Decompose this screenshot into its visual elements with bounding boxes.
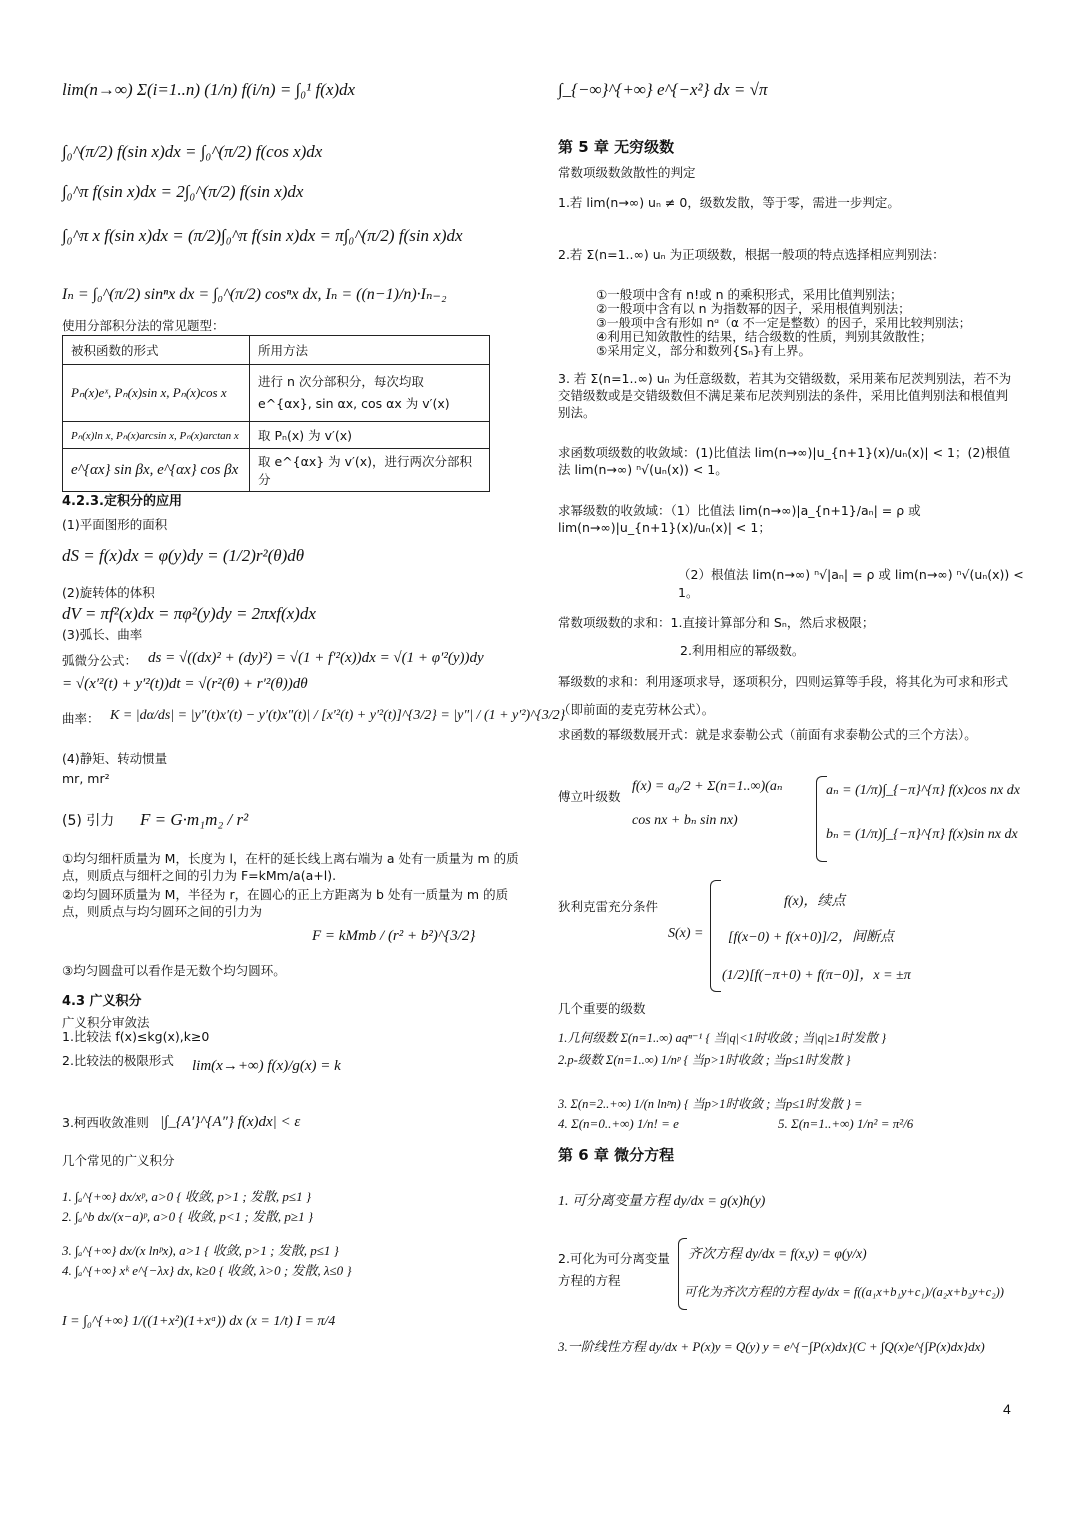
fourier-a-coefficient: aₙ = (1/π)∫_{−π}^{π} f(x)cos nx dx <box>826 783 1020 798</box>
separable-equation: 1. 可分离变量方程 dy/dx = g(x)h(y) <box>558 1194 766 1209</box>
exponential-series: 4. Σ(n=0..+∞) 1/n! = e <box>558 1116 679 1131</box>
table-cell: Pₙ(x)ln x, Pₙ(x)arcsin x, Pₙ(x)arctan x <box>63 422 250 449</box>
taylor-expansion: 求函数的幂级数展开式：就是求泰勒公式（前面有求泰勒公式的三个方法）。 <box>558 727 977 742</box>
volume-label: (2)旋转体的体积 <box>62 585 155 600</box>
fourier-b-coefficient: bₙ = (1/π)∫_{−π}^{π} f(x)sin nx dx <box>826 827 1018 842</box>
convergence-3-label: 3.柯西收敛准则 <box>62 1115 149 1130</box>
table-row <box>63 365 490 422</box>
common-integrals-title: 几个常见的广义积分 <box>62 1153 175 1168</box>
arc-formula-2: = √(x′²(t) + y′²(t))dt = √(r²(θ) + r′²(θ))dθ <box>62 676 308 692</box>
table-header-row <box>63 336 490 365</box>
area-label: (1)平面图形的面积 <box>62 517 168 532</box>
fourier-label: 傅立叶级数 <box>558 789 621 804</box>
ring-gravity-text: ②均匀圆环质量为 M，半径为 r，在圆心的正上方距离为 b 处有一质量为 m 的质点，则质点与均匀圆环之间的引力为 <box>62 887 509 919</box>
geometric-series: 1.几何级数 Σ(n=1..∞) aqⁿ⁻¹ { 当|q|<1时收敛 ; 当|q|≥1时发散 } <box>558 1031 887 1045</box>
riemann-sum-formula: lim(n→∞) Σ(i=1..n) (1/n) f(i/n) = ∫₀¹ f(x)dx <box>62 80 356 99</box>
basel-series: 5. Σ(n=1..+∞) 1/n² = π²/6 <box>778 1116 914 1131</box>
gravity-formula: F = G·m₁m₂ / r² <box>140 810 249 829</box>
table-header-cell: 所用方法 <box>250 336 490 365</box>
const-series-sum-2: 2.利用相应的幂级数。 <box>680 643 805 658</box>
common-integral-3: 3. ∫ₐ^{+∞} dx/(x lnᵖx), a>1 { 收敛, p>1 ; 发散, p≤1 } <box>62 1243 339 1258</box>
page-number: 4 <box>1003 1401 1011 1417</box>
chapter-5-heading: 第 5 章 无穷级数 <box>558 138 675 156</box>
power-series-sum: 幂级数的求和：利用逐项求导，逐项积分，四则运算等手段，将其化为可求和形式（即前面的麦克劳林公式）。 <box>558 674 1009 717</box>
curvature-prefix: 曲率： <box>62 711 100 726</box>
x-sin-integral-formula: ∫₀^π x f(sin x)dx = (π/2)∫₀^π f(sin x)dx = π∫₀^(π/2) f(sin x)dx <box>62 226 463 245</box>
common-integral-1: 1. ∫ₐ^{+∞} dx/xᵖ, a>0 { 收敛, p>1 ; 发散, p≤1 } <box>62 1189 312 1204</box>
important-series-title: 几个重要的级数 <box>558 1001 646 1016</box>
moment-values: mr, mr² <box>62 771 110 786</box>
table-row <box>63 422 490 449</box>
dirichlet-case-discontinuous: [f(x−0) + f(x+0)]/2，间断点 <box>728 930 894 945</box>
first-order-linear-equation: 3.一阶线性方程 dy/dx + P(x)y = Q(y) y = e^{−∫P(x)dx}(C + ∫Q(x)e^{∫P(x)dx}dx) <box>558 1339 985 1354</box>
dirichlet-s: S(x) = <box>668 926 704 941</box>
list-item: ②一般项中含有以 n 为指数幂的因子，采用根值判别法； <box>596 301 911 316</box>
wallis-formula: Iₙ = ∫₀^(π/2) sinⁿx dx = ∫₀^(π/2) cosⁿx dx, Iₙ = ((n−1)/n)·Iₙ₋₂ <box>62 286 447 303</box>
sin-integral-double-formula: ∫₀^π f(sin x)dx = 2∫₀^(π/2) f(sin x)dx <box>62 182 304 201</box>
power-series-domain-1: 求幂级数的收敛域：（1）比值法 lim(n→∞)|a_{n+1}/aₙ| = ρ 或 lim(n→∞)|u_{n+1}(x)/uₙ(x)| < 1； <box>558 503 921 535</box>
dirichlet-brace <box>710 880 721 992</box>
const-series-title: 常数项级数敛散性的判定 <box>558 165 696 180</box>
integration-by-parts-table <box>62 335 490 492</box>
gravity-label: (5) 引力 <box>62 813 115 829</box>
log-p-series: 3. Σ(n=2..+∞) 1/(n lnᵖn) { 当p>1时收敛 ; 当p≤1时发散 } = <box>558 1097 863 1111</box>
sin-cos-integral-formula: ∫₀^(π/2) f(sin x)dx = ∫₀^(π/2) f(cos x)dx <box>62 142 323 161</box>
convergence-2-label: 2.比较法的极限形式 <box>62 1053 174 1068</box>
table-cell: e^{αx} sin βx, e^{αx} cos βx <box>63 449 250 492</box>
arc-formula-1: ds = √((dx)² + (dy)²) = √(1 + f′²(x))dx = √(1 + φ′²(y))dy <box>148 650 484 666</box>
table-caption: 使用分部积分法的常见题型： <box>62 318 225 333</box>
power-series-domain-2: （2）根值法 lim(n→∞) ⁿ√|aₙ| = ρ 或 lim(n→∞) ⁿ√(uₙ(x)) < 1。 <box>678 567 1024 600</box>
curvature-formula: K = |dα/ds| = |y″(t)x′(t) − y′(t)x″(t)| / [x′²(t) + y′²(t)]^{3/2} = |y″| / (1 + y′²)^{3/2} <box>110 708 566 723</box>
table-cell: 取 Pₙ(x) 为 v′(x) <box>250 422 490 449</box>
disk-gravity-text: ③均匀圆盘可以看作是无数个均匀圆环。 <box>62 963 286 978</box>
list-item: ⑤采用定义，部分和数列{Sₙ}有上界。 <box>596 343 812 358</box>
section-heading-improper: 4.3 广义积分 <box>62 994 142 1009</box>
p-series: 2.p-级数 Σ(n=1..∞) 1/nᵖ { 当p>1时收敛 ; 当p≤1时发散 } <box>558 1053 851 1067</box>
reducible-equation-label: 2.可化为可分离变量方程的方程 <box>558 1251 670 1288</box>
moment-label: (4)静矩、转动惯量 <box>62 751 168 766</box>
fourier-series-formula: f(x) = a₀/2 + Σ(n=1..∞)(aₙ cos nx + bₙ sin nx) <box>632 779 783 828</box>
convergence-1: 1.比较法 f(x)≤kg(x),k≥0 <box>62 1029 210 1044</box>
area-formula: dS = f(x)dx = φ(y)dy = (1/2)r²(θ)dθ <box>62 546 305 565</box>
function-series-domain: 求函数项级数的收敛域：(1)比值法 lim(n→∞)|u_{n+1}(x)/uₙ(x)| < 1；(2)根值法 lim(n→∞) ⁿ√(uₙ(x)) < 1。 <box>558 445 1011 477</box>
arc-label: (3)弧长、曲率 <box>62 627 143 642</box>
series-rule-3: 3. 若 Σ(n=1..∞) uₙ 为任意级数，若其为交错级数，采用莱布尼茨判别法，若不为交错级数或是交错级数但不满足莱布尼茨判别法的条件，采用比值判别法和根值判别法。 <box>558 371 1012 420</box>
table-cell: 进行 n 次分部积分，每次均取 e^{αx}, sin αx, cos αx 为 v′(x) <box>250 365 490 422</box>
homogeneous-equation: 齐次方程 dy/dx = f(x,y) = φ(y/x) <box>688 1246 867 1261</box>
table-row <box>63 449 490 492</box>
dirichlet-label: 狄利克雷充分条件 <box>558 899 659 914</box>
list-item: ④利用已知敛散性的结果，结合级数的性质，判别其敛散性； <box>596 329 933 344</box>
special-integral-formula: I = ∫₀^{+∞} 1/((1+x²)(1+xᵅ)) dx (x = 1/t) I = π/4 <box>62 1314 336 1329</box>
rod-gravity-text: ①均匀细杆质量为 M，长度为 l，在杆的延长线上离右端为 a 处有一质量为 m 的质点，则质点与细杆之间的引力为 F=kMm/a(a+l). <box>62 851 519 883</box>
dirichlet-case-continuous: f(x)，续点 <box>784 894 846 909</box>
convergence-title: 广义积分审敛法 <box>62 1015 150 1030</box>
section-heading-applications: 4.2.3.定积分的应用 <box>62 494 182 509</box>
convergence-2-formula: lim(x→+∞) f(x)/g(x) = k <box>192 1058 341 1074</box>
arc-prefix: 弧微分公式： <box>62 653 138 668</box>
convergence-3-formula: |∫_{A′}^{A″} f(x)dx| < ε <box>160 1114 301 1130</box>
table-cell: 取 e^{αx} 为 v′(x)，进行两次分部积分 <box>250 449 490 492</box>
common-integral-4: 4. ∫ₐ^{+∞} xᵏ e^{−λx} dx, k≥0 { 收敛, λ>0 ; 发散, λ≤0 } <box>62 1263 352 1278</box>
series-rule-2: 2.若 Σ(n=1..∞) uₙ 为正项级数，根据一般项的特点选择相应判别法： <box>558 247 945 262</box>
const-series-sum-1: 常数项级数的求和：1.直接计算部分和 Sₙ，然后求极限； <box>558 615 875 630</box>
positive-series-tests <box>596 288 971 358</box>
series-rule-1: 1.若 lim(n→∞) uₙ ≠ 0，级数发散，等于零，需进一步判定。 <box>558 195 900 210</box>
gaussian-integral: ∫_{−∞}^{+∞} e^{−x²} dx = √π <box>558 80 768 99</box>
volume-formula: dV = πf²(x)dx = πφ²(y)dy = 2πxf(x)dx <box>62 604 316 623</box>
table-cell: Pₙ(x)eˣ, Pₙ(x)sin x, Pₙ(x)cos x <box>63 365 250 422</box>
reducible-homogeneous-equation: 可化为齐次方程的方程 dy/dx = f((a₁x+b₁y+c₁)/(a₂x+b₂y+c₂)) <box>684 1285 1004 1299</box>
table-header-cell: 被积函数的形式 <box>63 336 250 365</box>
list-item: ③一般项中含有形如 nᵅ（α 不一定是整数）的因子，采用比较判别法； <box>596 316 971 330</box>
common-integral-2: 2. ∫ₐ^b dx/(x−a)ᵖ, a>0 { 收敛, p<1 ; 发散, p≥1 } <box>62 1209 314 1224</box>
chapter-6-heading: 第 6 章 微分方程 <box>558 1146 675 1164</box>
dirichlet-case-endpoint: (1/2)[f(−π+0) + f(π−0)]，x = ±π <box>722 968 911 983</box>
list-item: ①一般项中含有 n!或 n 的乘积形式，采用比值判别法； <box>596 287 903 302</box>
ring-gravity-formula: F = kMmb / (r² + b²)^{3/2} <box>312 928 476 944</box>
